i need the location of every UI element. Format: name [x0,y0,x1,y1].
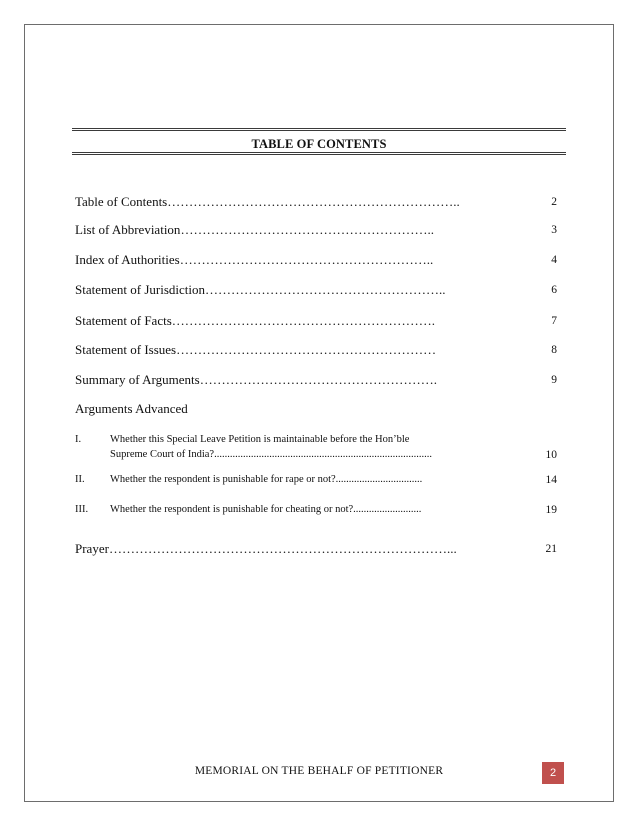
argument-page: 10 [545,449,557,461]
toc-entry-label: Prayer [75,541,109,556]
toc-entry-page: 4 [551,254,557,266]
arguments-advanced-heading: Arguments Advanced [75,401,188,416]
argument-text-line2: Supreme Court of India?................................................................................... [110,449,432,460]
argument-number: III. [75,504,89,515]
toc-leader-dots: ……………………………………………………………………... [108,541,457,556]
toc-entry-label: Table of Contents [75,194,168,209]
argument-text-line1: Whether the respondent is punishable for cheating or not?.......................... [110,504,422,515]
toc-entry-page: 3 [551,224,557,236]
toc-leader-dots: …………………………………………………… [176,342,437,357]
argument-page: 14 [545,474,557,486]
argument-page: 19 [545,504,557,516]
argument-text-line1: Whether the respondent is punishable for rape or not?................................. [110,474,423,485]
toc-argument-iii[interactable] [75,503,557,517]
toc-entry-page: 6 [551,284,557,296]
argument-number: II. [75,474,85,485]
toc-argument-i[interactable] [75,433,557,463]
toc-entry-page: 9 [551,374,557,386]
toc-entry-page: 8 [551,344,557,356]
toc-entry-label: List of Abbreviation [75,222,181,237]
page-number-badge: 2 [542,762,564,784]
toc-entry-label: Statement of Jurisdiction [75,282,205,297]
footer-text: MEMORIAL ON THE BEHALF OF PETITIONER [194,765,444,777]
toc-entry-page: 7 [551,315,557,327]
toc-entry-label: Index of Authorities [75,252,180,267]
toc-entry-label: Statement of Facts [75,313,172,328]
toc-leader-dots: ………………………………………………. [199,372,437,387]
toc-leader-dots: ………………………………………………….. [180,222,434,237]
toc-entry-page: 2 [551,196,557,208]
toc-entry-label: Statement of Issues [75,342,177,357]
argument-number: I. [75,434,82,445]
toc-leader-dots: ………………………………………………….. [179,252,434,267]
toc-entry-label: Summary of Arguments [75,372,200,387]
page-title: TABLE OF CONTENTS [251,137,387,151]
argument-text-line1: Whether this Special Leave Petition is maintainable before the Hon’ble [110,434,410,445]
toc-entry-page: 21 [545,543,557,555]
toc-leader-dots: ……………………………………………………. [171,313,436,328]
toc-title-band [72,128,566,155]
toc-leader-dots: ………………………………………………………….. [167,194,460,209]
toc-argument-ii[interactable] [75,473,557,487]
toc-leader-dots: ……………………………………………….. [204,282,446,297]
